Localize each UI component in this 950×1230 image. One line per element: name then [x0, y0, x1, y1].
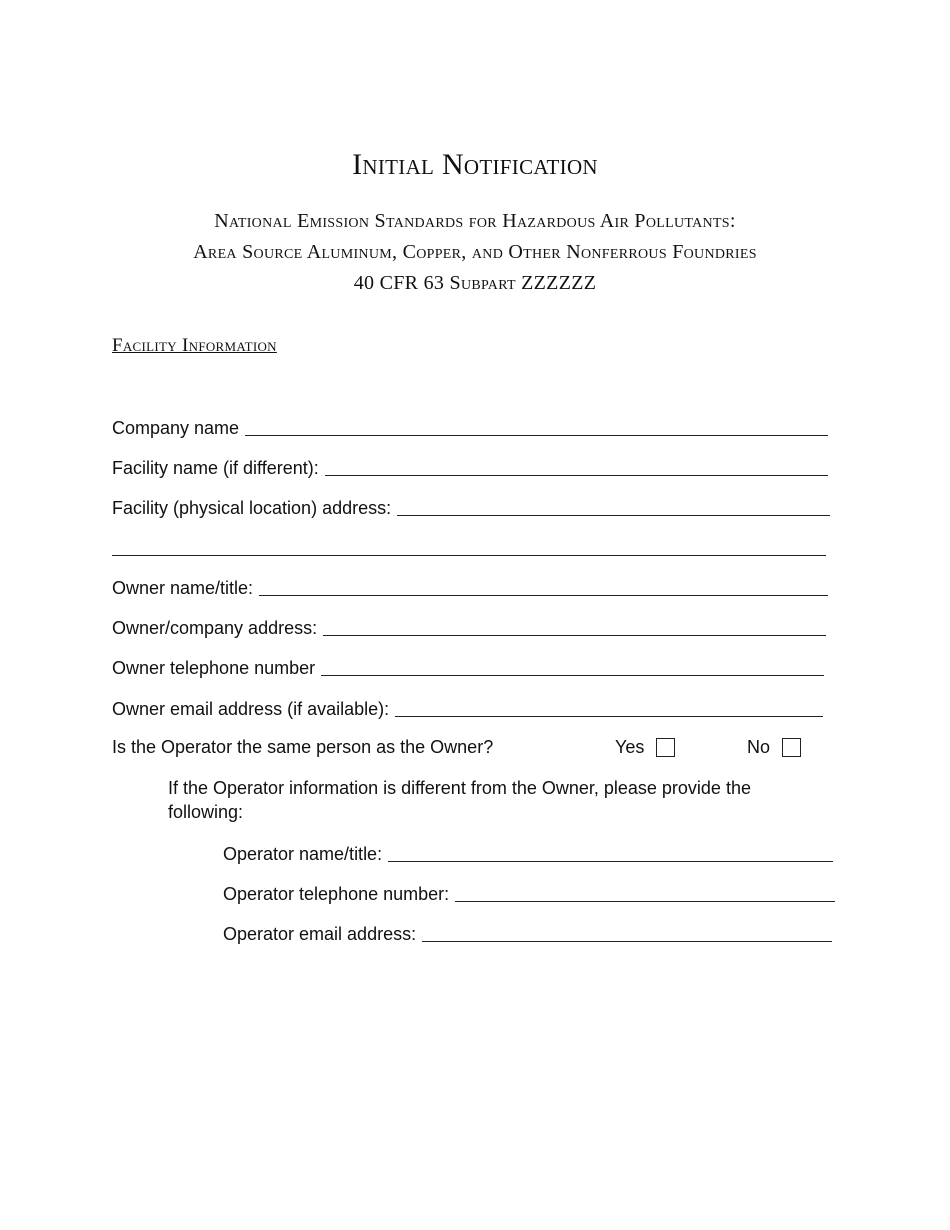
company-name-field	[112, 415, 828, 439]
owner-email-input-line[interactable]	[395, 698, 823, 717]
facility-address-input-line[interactable]	[397, 497, 830, 516]
facility-name-label: Facility name (if different):	[112, 458, 319, 478]
operator-name-label: Operator name/title:	[223, 844, 383, 864]
owner-name-label: Owner name/title:	[112, 578, 254, 598]
operator-name-input-line[interactable]	[388, 843, 833, 862]
yes-option	[615, 736, 675, 758]
facility-address-field	[112, 495, 830, 519]
operator-phone-field	[223, 881, 835, 905]
document-title: Initial Notification	[352, 148, 598, 181]
subtitle-line-1: National Emission Standards for Hazardous Air Pollutants:	[214, 210, 736, 232]
owner-email-label: Owner email address (if available):	[112, 699, 390, 719]
operator-phone-input-line[interactable]	[455, 883, 835, 902]
owner-email-field	[112, 696, 823, 720]
facility-name-input-line[interactable]	[325, 457, 828, 476]
operator-same-question	[112, 736, 812, 760]
subtitle-line-3: 40 CFR 63 Subpart ZZZZZZ	[353, 272, 597, 294]
company-name-input-line[interactable]	[245, 417, 828, 436]
section-heading: Facility Information	[112, 335, 277, 356]
facility-address-continuation-line[interactable]	[112, 537, 826, 556]
owner-address-label: Owner/company address:	[112, 618, 318, 638]
operator-phone-label: Operator telephone number:	[223, 884, 450, 904]
no-label: No	[747, 737, 771, 757]
no-option	[747, 736, 801, 758]
facility-name-field	[112, 455, 828, 479]
owner-name-field	[112, 575, 828, 599]
facility-address-continuation-field	[112, 535, 826, 559]
subtitle-line-2: Area Source Aluminum, Copper, and Other Nonferrous Foundries	[193, 241, 757, 263]
facility-address-label: Facility (physical location) address:	[112, 498, 392, 518]
operator-same-question-text: Is the Operator the same person as the Owner?	[112, 737, 494, 757]
operator-name-field	[223, 841, 833, 865]
yes-checkbox[interactable]	[656, 738, 675, 757]
owner-name-input-line[interactable]	[259, 577, 828, 596]
owner-phone-field	[112, 655, 824, 679]
no-checkbox[interactable]	[782, 738, 801, 757]
operator-email-label: Operator email address:	[223, 924, 417, 944]
owner-phone-label: Owner telephone number	[112, 658, 316, 678]
company-name-label: Company name	[112, 418, 240, 438]
owner-address-input-line[interactable]	[323, 617, 826, 636]
owner-address-field	[112, 615, 826, 639]
owner-phone-input-line[interactable]	[321, 657, 824, 676]
operator-email-field	[223, 921, 832, 945]
operator-email-input-line[interactable]	[422, 923, 832, 942]
operator-instruction-note: If the Operator information is different from the Owner, please provide the following:	[168, 778, 751, 822]
yes-label: Yes	[615, 737, 645, 757]
